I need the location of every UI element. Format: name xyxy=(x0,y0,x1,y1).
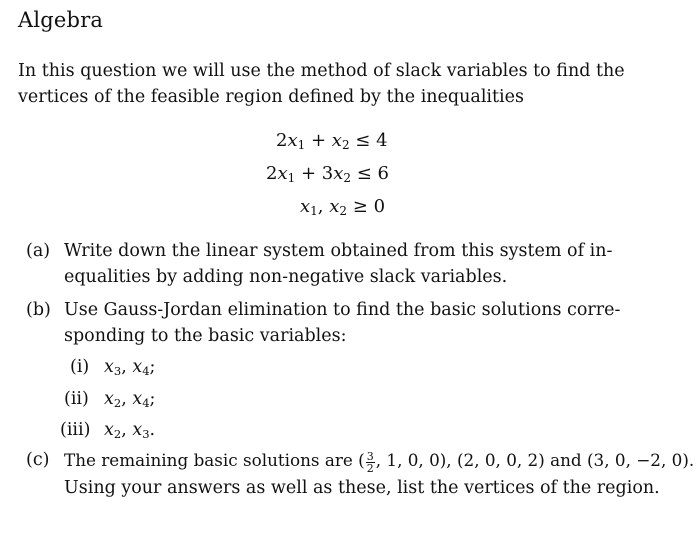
subitem-variables: $x_2$, $x_3$. xyxy=(104,420,156,441)
part-c-line-2: Using your answers as well as these, list the vertices of the region. xyxy=(64,478,660,498)
part-a-line-1: Write down the linear system obtained from this system of in- xyxy=(64,241,613,261)
part-b-label: (b) xyxy=(26,300,51,320)
subitem-variables: $x_3$, $x_4$; xyxy=(104,357,156,378)
part-a-line-2: equalities by adding non-negative slack variables. xyxy=(64,267,508,287)
part-c-line-1: The remaining basic solutions are ( $\frac{3}{2}$ , 1, 0, 0), (2, 0, 0, 2) and (3, 0, −2, 0). xyxy=(64,450,695,475)
subitem-variables: $x_2$, $x_4$; xyxy=(104,389,156,410)
inequality-1: $2x_1 + x_2 \le 4$ xyxy=(276,130,388,152)
intro-paragraph xyxy=(18,58,678,110)
subitem-label: (i) xyxy=(70,357,90,377)
intro-line-2: vertices of the feasible region defined by the inequalities xyxy=(18,87,524,107)
fraction-three-halves: $\frac{3}{2}$ xyxy=(366,450,374,475)
intro-line-1: In this question we will use the method of slack variables to find the xyxy=(18,61,625,81)
part-c-label: (c) xyxy=(26,450,50,470)
page-title: Algebra xyxy=(18,8,104,32)
part-b-line-1: Use Gauss-Jordan elimination to find the basic solutions corre- xyxy=(64,300,621,320)
part-b-line-2: sponding to the basic variables: xyxy=(64,326,347,346)
inequality-2: $2x_1 + 3x_2 \le 6$ xyxy=(266,163,390,185)
subitem-label: (ii) xyxy=(64,389,89,409)
part-a-label: (a) xyxy=(26,241,51,261)
inequality-3: $x_1$, $x_2 \ge 0$ xyxy=(300,196,386,218)
subitem-label: (iii) xyxy=(60,420,91,440)
